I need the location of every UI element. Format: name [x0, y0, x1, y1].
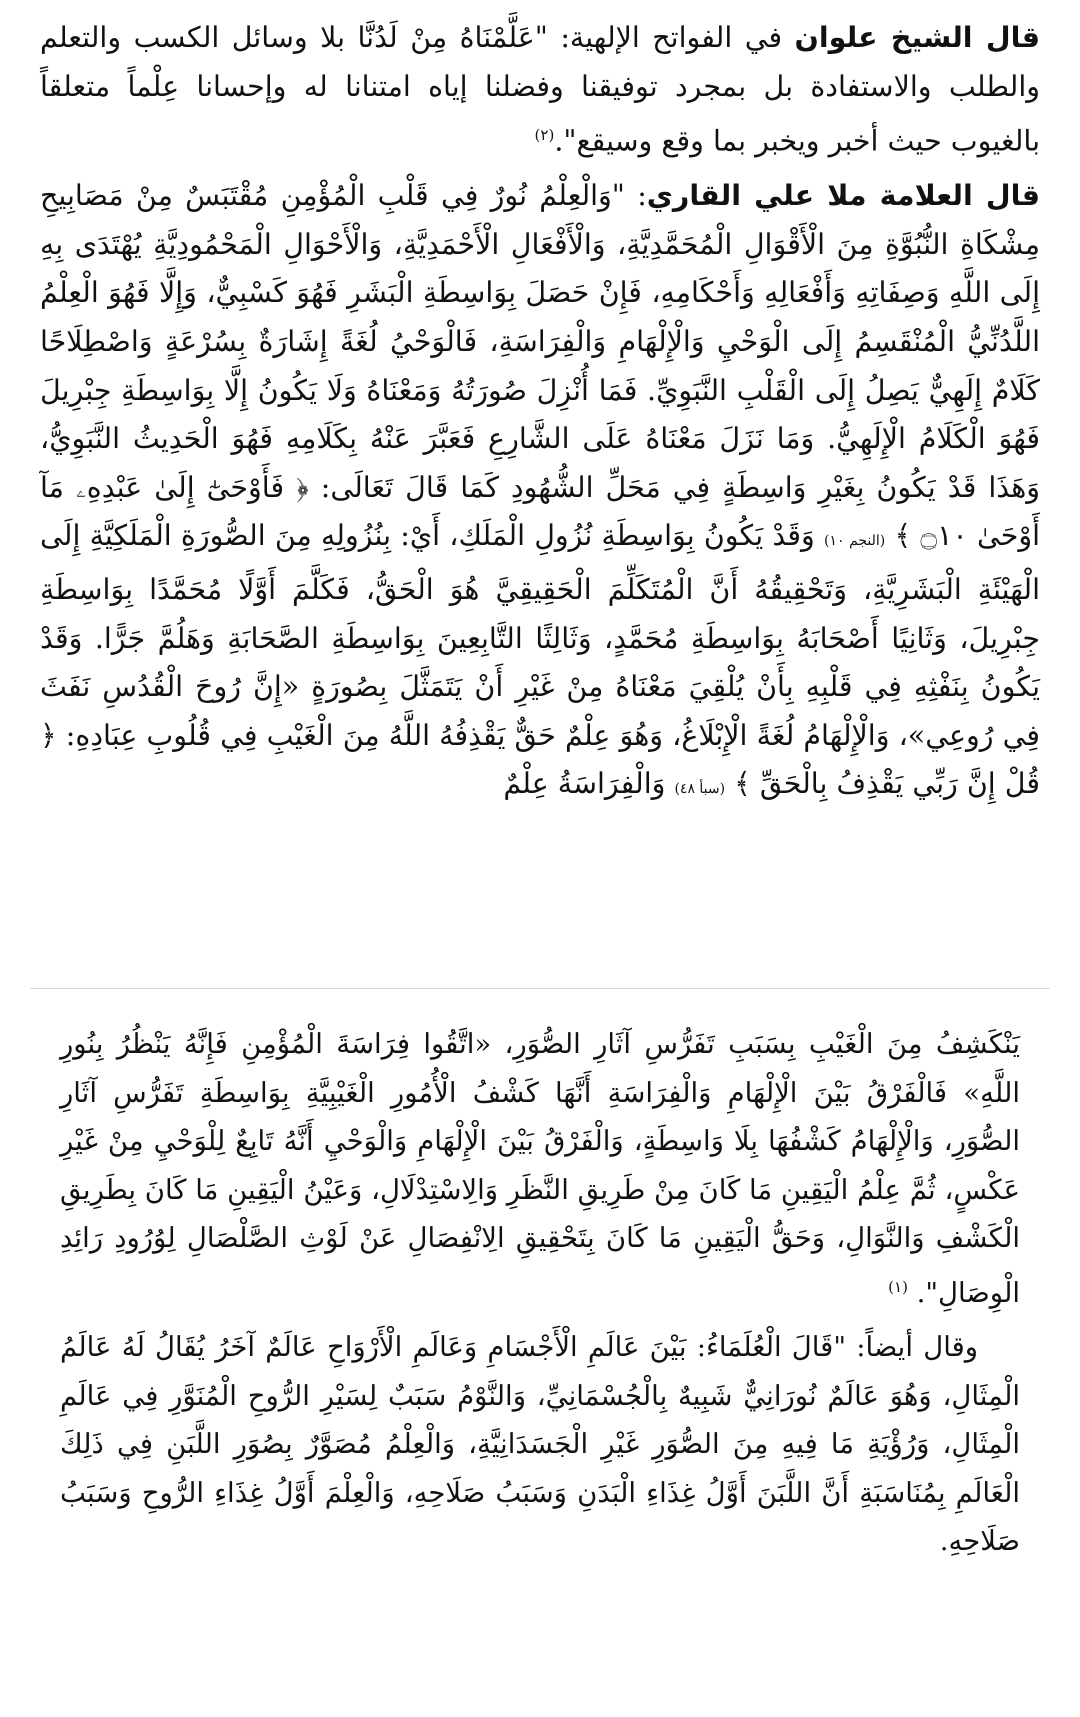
speaker-mulla-ali-qari: قال العلامة ملا علي القاري — [646, 179, 1040, 213]
page-divider — [30, 988, 1050, 989]
paragraph-text: : "وَالْعِلْمُ نُورٌ فِي قَلْبِ الْمُؤْمِنِ مُقْتَبَسٌ مِنْ مَصَابِيحِ مِشْكَاةِ النُّبُوَّةِ مِنَ الْأَقْوَالِ الْمُحَمَّدِيَّةِ، وَالْأَفْعَالِ الْأَحْمَدِيَّةِ، وَالْأَحْوَالِ الْمَحْمُودِيَّةِ يُهْتَدَى بِهِ إِلَى اللَّهِ وَصِفَاتِهِ وَأَفْعَالِهِ وَأَحْكَامِهِ، فَإِنْ حَصَلَ بِوَاسِطَةِ الْبَشَرِ فَهُوَ كَسْبِيٌّ، وَإِلَّا فَهُوَ الْعِلْمُ اللَّدُنِّيُّ الْمُنْقَسِمُ إِلَى الْوَحْيِ وَالْإِلْهَامِ وَالْفِرَاسَةِ، فَالْوَحْيُ لُغَةً إِشَارَةٌ بِسُرْعَةٍ وَاصْطِلَاحًا كَلَامٌ إِلَهِيٌّ يَصِلُ إِلَى الْقَلْبِ النَّبَوِيِّ. فَمَا أُنْزِلَ صُورَتُهُ وَمَعْنَاهُ وَلَا يَكُونُ إِلَّا بِوَاسِطَةِ جِبْرِيلَ فَهُوَ الْكَلَامُ الْإِلَهِيُّ. وَمَا نَزَلَ مَعْنَاهُ عَلَى الشَّارِعِ فَعَبَّرَ عَنْهُ بِكَلَامِهِ فَهُوَ الْحَدِيثُ النَّبَوِيُّ، وَهَذَا قَدْ يَكُونُ بِغَيْرِ وَاسِطَةٍ فِي مَحَلِّ الشُّهُودِ كَمَا قَالَ تَعَالَى: — [40, 179, 1040, 504]
paragraph-text: في الفواتح الإلهية: "عَلَّمْنَاهُ مِنْ لَدُنَّا بلا وسائل الكسب والتعلم والطلب والاستفادة بل بمجرد توفيقنا وفضلنا إياه امتنانا له وإحسانا عِلْماً متعلقاً بالغيوب حيث أخبر ويخبر بما وقع وسيقع". — [40, 21, 1040, 158]
paragraph-text: وَالْفِرَاسَةُ عِلْمٌ — [503, 767, 675, 801]
speaker-sheikh-alwan: قال الشيخ علوان — [794, 21, 1040, 54]
footnote-ref: (٢) — [534, 126, 555, 145]
paragraph-alam-al-mithal — [60, 1323, 1020, 1566]
top-section — [40, 14, 1040, 979]
paragraph-text: وقال أيضاً: "قَالَ الْعُلَمَاءُ: بَيْنَ عَالَمِ الْأَجْسَامِ وَعَالَمِ الْأَرْوَاحِ عَالَمٌ آخَرُ يُقَالُ لَهُ عَالَمُ الْمِثَالِ، وَهُوَ عَالَمٌ نُورَانِيٌّ شَبِيهٌ بِالْجُسْمَانِيِّ، وَالنَّوْمُ سَبَبٌ لِسَيْرِ الرُّوحِ الْمُنَوَّرِ فِي عَالَمِ الْمِثَالِ، وَرُؤْيَةِ مَا فِيهِ مِنَ الصُّوَرِ غَيْرِ الْجَسَدَانِيَّةِ، وَالْعِلْمُ مُصَوَّرٌ بِصُوَرِ اللَّبَنِ فِي ذَلِكَ الْعَالَمِ بِمُنَاسَبَةِ أَنَّ اللَّبَنَ أَوَّلُ غِذَاءِ الْبَدَنِ وَسَبَبُ صَلَاحِهِ، وَالْعِلْمَ أَوَّلُ غِذَاءِ الرُّوحِ وَسَبَبُ صَلَاحِهِ. — [60, 1331, 1020, 1558]
bottom-section — [60, 1020, 1020, 1710]
paragraph-mulla-ali-qari — [40, 172, 1040, 814]
quran-verse: ﴿ فَأَوْحَىٰٓ إِلَىٰ عَبْدِهِۦ مَآ أَوْحَىٰ ۝١٠ ﴾ — [40, 470, 1040, 553]
paragraph-sheikh-alwan — [40, 14, 1040, 166]
quran-verse: ﴿ قُلْ إِنَّ رَبِّي يَقْذِفُ بِالْحَقِّ ﴾ — [40, 718, 1040, 801]
verse-reference: (النجم ١٠) — [823, 533, 886, 550]
paragraph-continuation — [60, 1020, 1020, 1317]
paragraph-text: يَنْكَشِفُ مِنَ الْغَيْبِ بِسَبَبِ تَفَرُّسِ آثَارِ الصُّوَرِ، «اتَّقُوا فِرَاسَةَ الْمُؤْمِنِ فَإِنَّهُ يَنْظُرُ بِنُورِ اللَّهِ» فَالْفَرْقُ بَيْنَ الْإِلْهَامِ وَالْفِرَاسَةِ أَنَّهَا كَشْفُ الْأُمُورِ الْغَيْبِيَّةِ بِوَاسِطَةِ تَفَرُّسِ آثَارِ الصُّوَرِ، وَالْإِلْهَامُ كَشْفُهَا بِلَا وَاسِطَةٍ، وَالْفَرْقُ بَيْنَ الْإِلْهَامِ وَالْوَحْيِ أَنَّهُ تَابِعٌ لِلْوَحْيِ مِنْ غَيْرِ عَكْسٍ، ثُمَّ عِلْمُ الْيَقِينِ مَا كَانَ مِنْ طَرِيقِ النَّظَرِ وَالِاسْتِدْلَالِ، وَعَيْنُ الْيَقِينِ مَا كَانَ بِطَرِيقِ الْكَشْفِ وَالنَّوَالِ، وَحَقُّ الْيَقِينِ مَا كَانَ بِتَحْقِيقِ الِانْفِصَالِ عَنْ لَوْثِ الصَّلْصَالِ لِوُرُودِ رَائِدِ الْوِصَالِ". — [60, 1028, 1020, 1309]
verse-reference: (سبأ ٤٨) — [674, 781, 726, 798]
footnote-ref: (١) — [888, 1277, 908, 1296]
paragraph-text: وَقَدْ يَكُونُ بِوَاسِطَةِ نُزُولِ الْمَلَكِ، أَيْ: بِنُزُولِهِ مِنَ الصُّورَةِ الْمَلَكِيَّةِ إِلَى الْهَيْئَةِ الْبَشَرِيَّةِ، وَتَحْقِيقُهُ أَنَّ الْمُتَكَلِّمَ الْحَقِيقِيَّ هُوَ الْحَقُّ، فَكَلَّمَ أَوَّلًا مُحَمَّدًا بِوَاسِطَةِ جِبْرِيلَ، وَثَانِيًا أَصْحَابَهُ بِوَاسِطَةِ مُحَمَّدٍ، وَثَالِثًا التَّابِعِينَ بِوَاسِطَةِ الصَّحَابَةِ وَهَلُمَّ جَرًّا. وَقَدْ يَكُونُ بِنَفْثِهِ فِي قَلْبِهِ بِأَنْ يُلْقِيَ مَعْنَاهُ مِنْ غَيْرِ أَنْ يَتَمَثَّلَ بِصُورَةٍ «إِنَّ رُوحَ الْقُدُسِ نَفَثَ فِي رُوعِي»، وَالْإِلْهَامُ لُغَةً الْإِبْلَاغُ، وَهُوَ عِلْمٌ حَقٌّ يَقْذِفُهُ اللَّهُ مِنَ الْغَيْبِ فِي قُلُوبِ عِبَادِهِ: — [40, 519, 1040, 752]
